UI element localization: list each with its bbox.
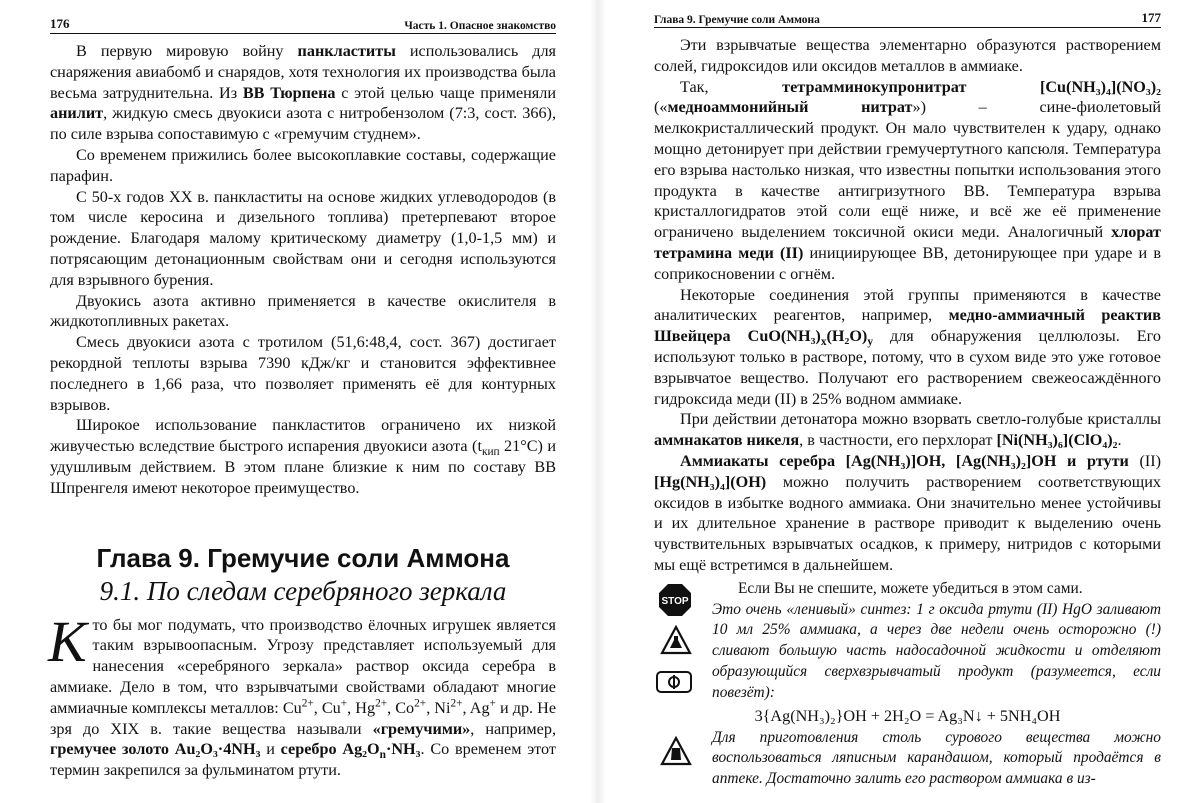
- paragraph: Широкое использование панкластитов ограничено их низкой живучестью вследствие быстрого испарения двуокиси азота ($t_{кип}$ 21°C) и удушливым действием. В этом плане близкие к ним по составу ВВ Шпренгеля имеют некоторое преимущество.: [50, 416, 556, 497]
- paragraph: Так, тетрамминокупронитрат [Cu(NH₃)₄](NO₃)₂ («медноаммонийный нитрат») – сине-фиолетовый мелкокристаллический продукт. Он мало чувствителен к удару, однако мощно детонирует при действии гремучертутного капсюля. Температура его взрыва настолько низкая, что известны попытки использования этого продукта в качестве антигризутного ВВ. Температура взрыва кристаллогидратов этой соли ещё ниже, и всё же её применение ограничено выделением токсичной окиси меди. Аналогичный хлорат тетрамина меди (II) инициирующее ВВ, детонирующее при ударе и в соприкосновении с огнём.: [654, 77, 1161, 283]
- paragraph: В первую мировую войну панкластиты использовались для снаряжения авиабомб и снарядов, хотя технология их производства была весьма затруднительна. Из ВВ Тюрпена с этой целью чаще применяли анилит, жидкую смесь двуокиси азота с нитробензолом (7:3, сост. 366), по силе взрыва сопоставимую с «гремучим студнем».: [50, 42, 556, 144]
- gutter: [590, 0, 606, 803]
- stop-sign-icon: [658, 583, 692, 622]
- reaction-equation: 3{Ag(NH₃)₂}OH + 2H₂O = Ag₃N↓ + 5NH₄OH: [754, 706, 1061, 725]
- paragraph: Со временем прижились более высокоплавкие составы, содержащие парафин.: [50, 145, 556, 185]
- paragraph: Эти взрывчатые вещества элементарно образуются растворением солей, гидроксидов или оксидов металлов в аммиаке.: [654, 36, 1161, 75]
- paragraph: Двуокись азота активно применяется в качестве окислителя в жидкотопливных ракетах.: [50, 291, 556, 331]
- chapter-title: Глава 9. Гремучие соли Аммона: [96, 542, 510, 573]
- note-text: Для приготовления столь сурового вещества можно воспользоваться ляписным карандашом, который продаётся в аптеке. Достаточно залить его раствором аммиака в из-: [712, 728, 1161, 788]
- left-page: [0, 0, 590, 803]
- section-title: 9.1. По следам серебряного зеркала: [99, 575, 507, 606]
- stop-sign-label: STOP: [661, 595, 689, 607]
- running-head-title: Часть 1. Опасное знакомство: [404, 20, 556, 32]
- note-lead: Если Вы не спешите, можете убедиться в этом сами.: [738, 579, 1083, 597]
- hazard-warning-icon: [660, 736, 692, 771]
- paragraph: Некоторые соединения этой группы применяются в качестве аналитических реагентов, например, медно-аммиачный реактив Швейцера $CuO(NH_3)_x(H_2O)_y$ для обнаружения целлюлозы. Его используют только в растворе, потому, что в сухом виде это уже готовое взрывчатое вещество. Получают его растворением свежеосаждённого гидроксида меди (II) в 25% водном аммиаке.: [654, 285, 1161, 408]
- page-number: 176: [50, 16, 70, 31]
- note-text: Это очень «ленивый» синтез: 1 г оксида ртути (II) HgO заливают 10 мл 25% аммиака, а через две недели очень осторожно (!) сливают большую часть надосадочной жидкости и отделяют образующийся сверхвзрывчатый продукт (разумеется, если повезёт):: [712, 600, 1161, 701]
- drop-cap: К: [48, 608, 87, 674]
- paragraph: Аммиакаты серебра [Ag(NH₃)]OH, [Ag(NH₃)₂]OH и ртути (II) [Hg(NH₃)₄](OH) можно получить растворением соответствующих оксидов в избытке водного аммиака. Они значительно менее устойчивы и их длительное хранение в растворе приводит к выделению очень чувствительных взрывчатых осадков, к примеру, нитридов с которыми мы ещё встретимся в дальнейшем.: [654, 451, 1162, 574]
- paragraph: Кто бы мог подумать, что производство ёлочных игрушек является таким взрывоопасным. Угрозу представляет используемый для нанесения «серебряного зеркала» раствор оксида серебра в аммиаке. Дело в том, что взрывчатыми свойствами обладают многие аммиачные комплексы металлов: $Cu^{2+}$, Cu+, $Hg^{2+}$, $Co^{2+}$, $Ni^{2+}$, Ag+ и др. Не зря до XIX в. такие вещества называли «гремучими», например, гремучее золото Au₂O₃·4NH₃ и серебро $Ag_2O_n\cdot NH_3$. Со временем этот термин закрепился за фульминатом ртути.: [48, 608, 557, 780]
- page-number: 177: [1141, 10, 1161, 25]
- paragraph: С 50-х годов XX в. панкластиты на основе жидких углеводородов (в том числе керосина и дизельного топлива) претерпевают второе рождение. Благодаря малому критическому диаметру (1,0-1,5 мм) и потрясающим детонационным свойствам они и сегодня используются для взрывного бурения.: [50, 187, 556, 289]
- right-page: [606, 0, 1197, 803]
- paragraph: При действии детонатора можно взорвать светло-голубые кристаллы аммнакатов никеля, в частности, его перхлорат [Ni(NH₃)₆](ClO₄)₂.: [654, 410, 1161, 450]
- experiment-note: [654, 728, 1161, 790]
- experiment-note: [654, 579, 1161, 704]
- running-header: [654, 10, 1161, 28]
- centrifuge-icon: [656, 671, 692, 698]
- paragraph: Смесь двуокиси азота с тротилом (51,6:48,4, сост. 367) достигает рекордной теплоты взрыва 7390 кДж/кг и становится эффективнее последнего в 1,66 раза, что позволяет применять её для контурных взрывов.: [50, 333, 556, 414]
- running-head-title: Глава 9. Гремучие соли Аммона: [654, 14, 820, 26]
- warning-flask-icon: [660, 625, 692, 660]
- running-header: [50, 16, 556, 34]
